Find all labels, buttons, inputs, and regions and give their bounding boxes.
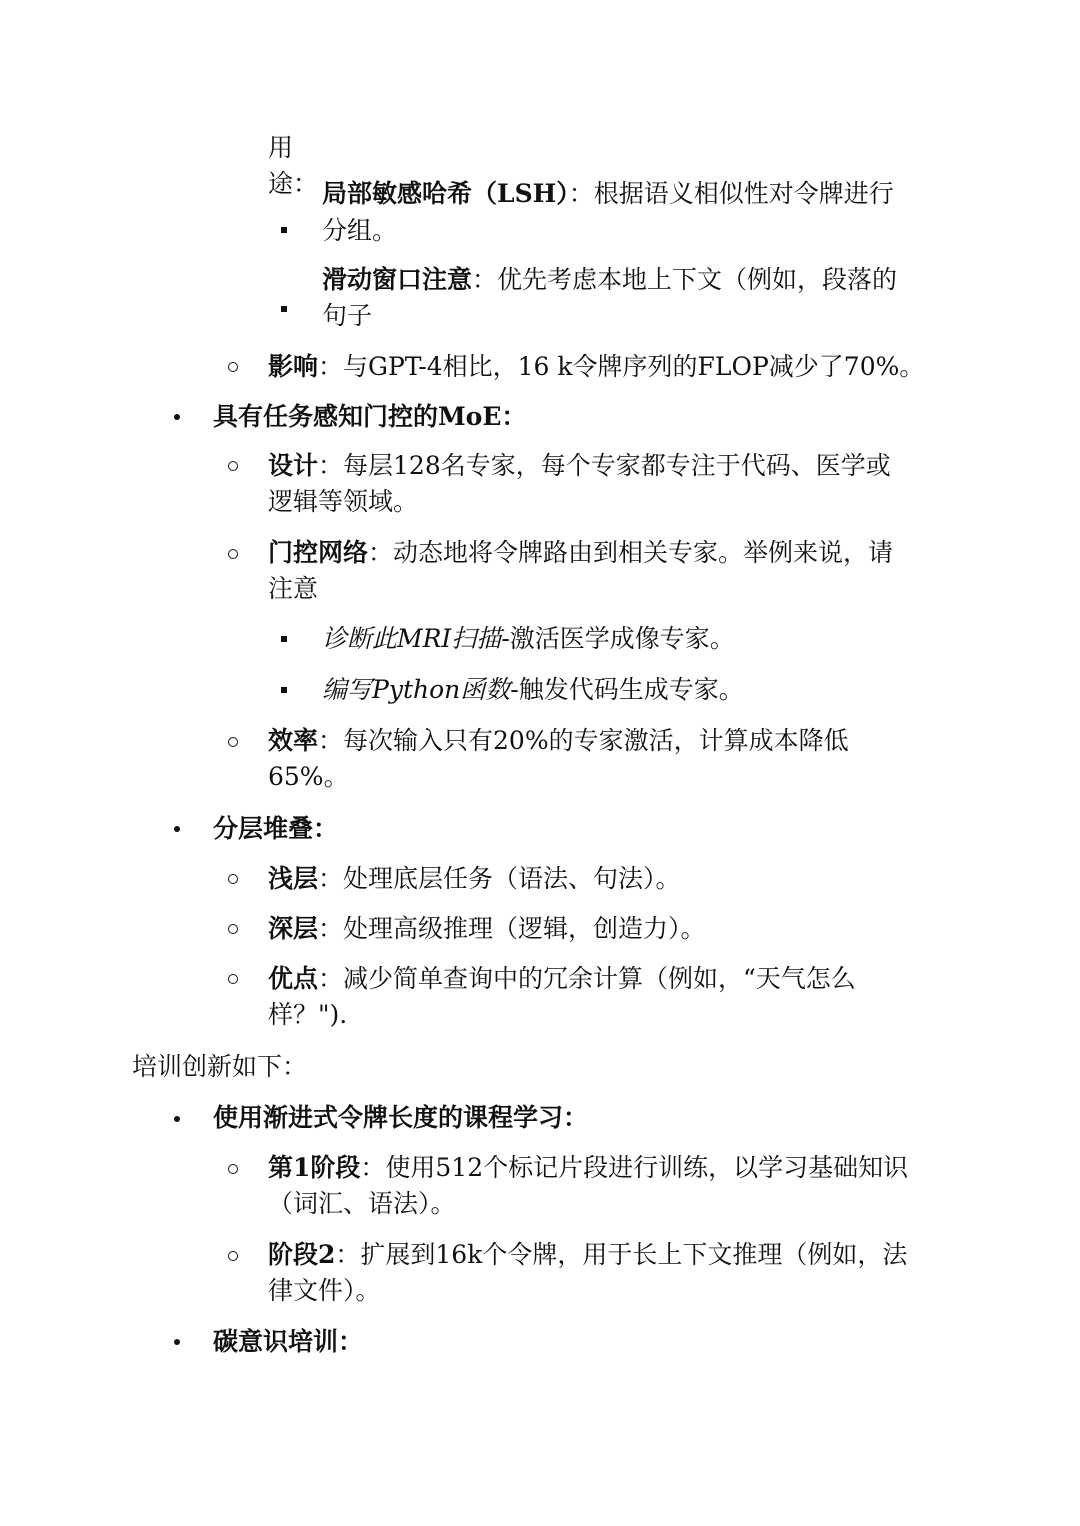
circle-bullet-icon (228, 874, 238, 884)
dot-bullet-icon (174, 1116, 180, 1122)
shallow-line: 浅层：处理底层任务（语法、句法）。 (268, 864, 681, 893)
sliding-line-1: 滑动窗口注意：优先考虑本地上下文（例如，段落的 (322, 265, 898, 294)
dot-bullet-icon (174, 1339, 180, 1345)
carbon-heading: 碳意识培训： (213, 1327, 364, 1356)
advantage-line-1: 优点：减少简单查询中的冗余计算（例如，“天气怎么 (268, 964, 856, 993)
gating-title: 门控网络 (268, 538, 369, 567)
stage2-title: 阶段2 (268, 1240, 336, 1269)
deep-title: 深层 (268, 914, 319, 943)
efficiency-line-1: 效率：每次输入只有20%的专家激活，计算成本降低 (268, 726, 849, 755)
circle-bullet-icon (228, 974, 238, 984)
circle-bullet-icon (228, 924, 238, 934)
square-bullet-icon (281, 687, 287, 693)
stage2-line-2: 律文件）。 (268, 1276, 381, 1305)
square-bullet-icon (281, 306, 287, 312)
fragment-tu: 途： (268, 169, 319, 198)
lsh-title: 局部敏感哈希（LSH） (322, 179, 569, 208)
circle-bullet-icon (228, 1164, 238, 1174)
gating-line-2: 注意 (268, 574, 319, 603)
stack-heading: 分层堆叠： (213, 814, 339, 843)
gating-example-2: 编写Python函数-触发代码生成专家。 (322, 675, 744, 704)
stage1-line-1: 第1阶段：使用512个标记片段进行训练，以学习基础知识 (268, 1153, 909, 1182)
circle-bullet-icon (228, 461, 238, 471)
advantage-title: 优点 (268, 964, 319, 993)
curriculum-heading: 使用渐进式令牌长度的课程学习： (213, 1103, 589, 1132)
efficiency-line-2: 65%。 (268, 762, 349, 791)
dot-bullet-icon (174, 414, 180, 420)
training-intro: 培训创新如下： (132, 1052, 308, 1081)
sliding-title: 滑动窗口注意 (322, 265, 473, 294)
lsh-line-2: 分组。 (322, 216, 398, 245)
shallow-title: 浅层 (268, 864, 319, 893)
design-title: 设计 (268, 451, 319, 480)
impact-title: 影响 (268, 352, 319, 381)
lsh-line-1: 局部敏感哈希（LSH）：根据语义相似性对令牌进行 (322, 179, 894, 208)
gating-example-1: 诊断此MRI扫描-激活医学成像专家。 (322, 624, 735, 653)
fragment-yong: 用 (268, 133, 294, 162)
moe-heading: 具有任务感知门控的MoE： (213, 402, 527, 431)
sliding-line-2: 句子 (322, 301, 373, 330)
deep-line: 深层：处理高级推理（逻辑，创造力）。 (268, 914, 706, 943)
stage1-title: 第1阶段 (268, 1153, 361, 1182)
square-bullet-icon (281, 227, 287, 233)
circle-bullet-icon (228, 737, 238, 747)
impact-line: 影响：与GPT-4相比，16 k令牌序列的FLOP减少了70%。 (268, 352, 925, 381)
design-line-1: 设计：每层128名专家，每个专家都专注于代码、医学或 (268, 451, 891, 480)
stage2-line-1: 阶段2：扩展到16k个令牌，用于长上下文推理（例如，法 (268, 1240, 908, 1269)
dot-bullet-icon (174, 826, 180, 832)
advantage-line-2: 样？"). (268, 1000, 348, 1029)
gating-line-1: 门控网络：动态地将令牌路由到相关专家。举例来说，请 (268, 538, 894, 567)
circle-bullet-icon (228, 549, 238, 559)
square-bullet-icon (281, 636, 287, 642)
efficiency-title: 效率 (268, 726, 319, 755)
circle-bullet-icon (228, 362, 238, 372)
design-line-2: 逻辑等领域。 (268, 487, 419, 516)
circle-bullet-icon (228, 1251, 238, 1261)
stage1-line-2: （词汇、语法）。 (268, 1189, 456, 1218)
